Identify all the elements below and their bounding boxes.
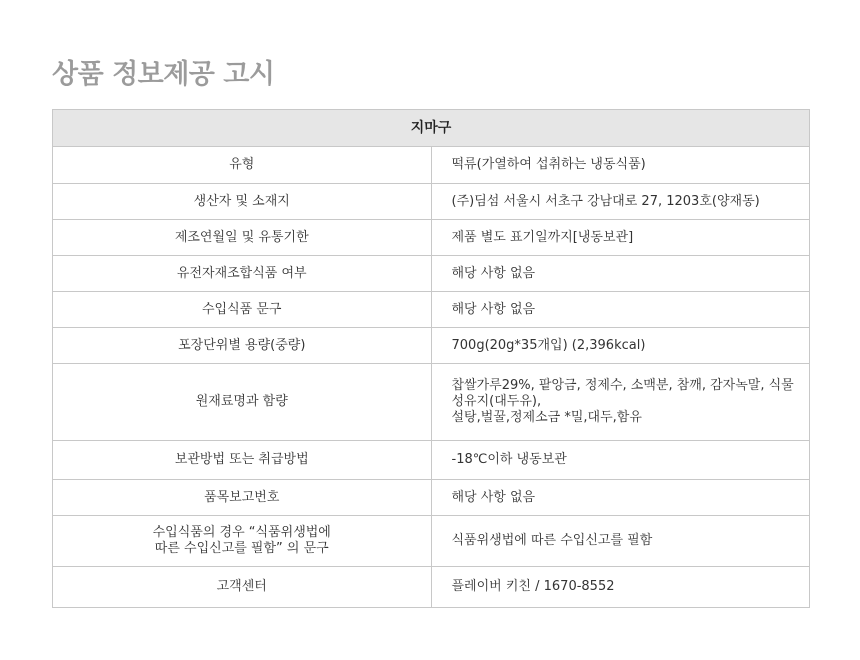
row-label: 생산자 및 소재지 [53,184,432,220]
row-label: 유형 [53,147,432,184]
row-value: 식품위생법에 따른 수입신고를 필함 [431,516,810,567]
row-label: 보관방법 또는 취급방법 [53,441,432,480]
row-value: 제품 별도 표기일까지[냉동보관] [431,220,810,256]
table-row [53,292,810,328]
row-label: 품목보고번호 [53,480,432,516]
row-value: 떡류(가열하여 섭취하는 냉동식품) [431,147,810,184]
row-label [53,516,432,567]
row-label: 수입식품 문구 [53,292,432,328]
row-value: 해당 사항 없음 [431,480,810,516]
row-label: 원재료명과 함량 [53,364,432,441]
row-label: 제조연월일 및 유통기한 [53,220,432,256]
table-row [53,256,810,292]
row-label: 고객센터 [53,567,432,608]
row-value-line: 설탕,벌꿀,정제소금 *밀,대두,함유 [451,410,642,425]
row-label: 유전자재조합식품 여부 [53,256,432,292]
row-value: 플레이버 키친 / 1670-8552 [431,567,810,608]
table-row [53,328,810,364]
table-header-row [53,110,810,147]
row-value: (주)딤섬 서울시 서초구 강남대로 27, 1203호(양재동) [431,184,810,220]
table-row [53,220,810,256]
table-row [53,184,810,220]
row-label-line: 수입식품의 경우 “식품위생법에 [152,525,331,540]
row-value: 해당 사항 없음 [431,256,810,292]
table-row [53,364,810,441]
row-value: 700g(20g*35개입) (2,396kcal) [431,328,810,364]
table-row [53,441,810,480]
row-value [431,364,810,441]
page-title: 상품 정보제공 고시 [52,59,275,90]
table-row [53,516,810,567]
row-value-line: 찹쌀가루29%, 팥앙금, 정제수, 소맥분, 참깨, 감자녹말, 식물성유지(대두유), [451,378,794,409]
table-row [53,147,810,184]
table-row [53,567,810,608]
row-value: 해당 사항 없음 [431,292,810,328]
row-label: 포장단위별 용량(중량) [53,328,432,364]
row-value: -18℃이하 냉동보관 [431,441,810,480]
product-info-table [52,109,810,608]
table-row [53,480,810,516]
row-label-line: 따른 수입신고를 필함” 의 문구 [154,541,329,556]
product-name: 지마구 [53,110,810,147]
